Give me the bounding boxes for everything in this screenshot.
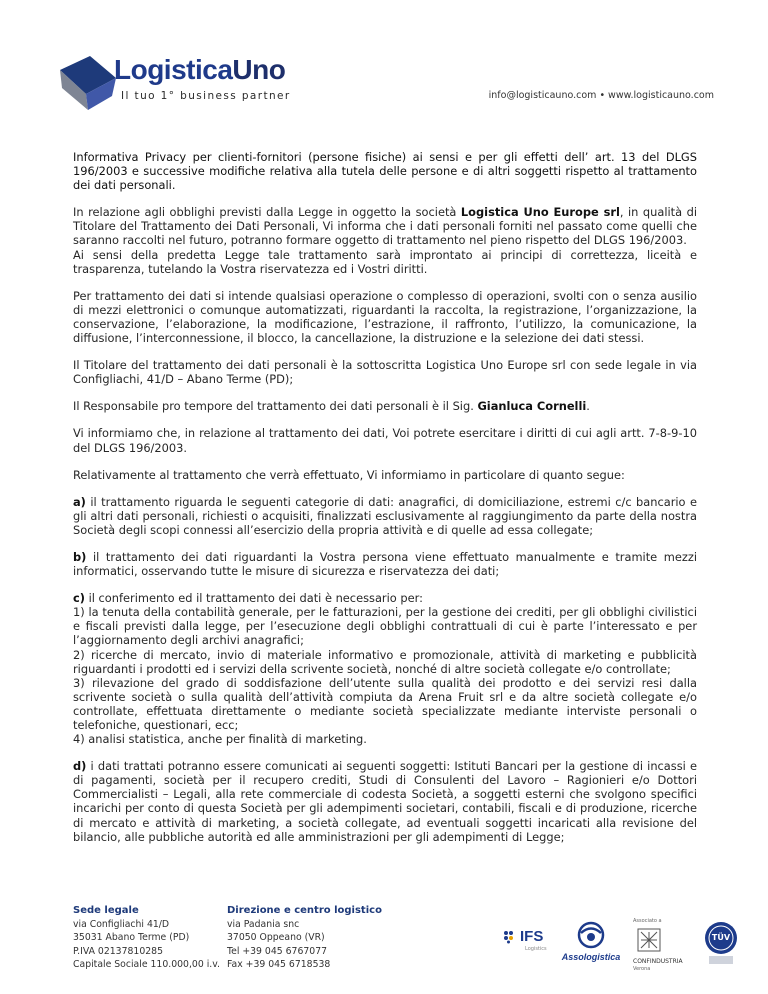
footer-heading: Direzione e centro logistico	[227, 905, 382, 916]
company-name: Logistica Uno Europe srl	[460, 205, 620, 220]
ifs-logo: IFS	[503, 928, 543, 945]
logo-wordmark: LogisticaUno	[114, 54, 286, 85]
document-body	[73, 150, 697, 857]
paragraph-intro: In relazione agli obblighi previsti dalla Legge in oggetto la società Logistica Uno Europe srl, in qualità di Titolare del Trattamento dei Dati Personali, Vi informa che i dati personali forniti nel passato come quelli che saranno raccolti nel futuro, potranno formare oggetto di trattamento nel pieno rispetto del DLGS 196/2003. Ai sensi della predetta Legge tale trattamento sarà improntato ai principi di correttezza, liceità e trasparenza, tutelando la Vostra riservatezza ed i Vostri diritti.	[73, 205, 698, 276]
paragraph-responsabile: Il Responsabile pro tempore del trattamento dei dati personali è il Sig. Gianluca Cornelli.	[73, 399, 590, 414]
footer-logos	[503, 918, 733, 978]
ifs-subtitle: Logistics	[525, 946, 547, 952]
footer-sede-legale: Sede legale via Configliachi 41/D 35031 Abano Terme (PD) P.IVA 02137810285 Capitale Sociale 110.000,00 i.v.	[73, 905, 220, 970]
page-footer	[73, 904, 731, 984]
item-label: b)	[73, 549, 87, 564]
tuv-certification-badge: TÜV	[703, 920, 739, 966]
item-label: a)	[73, 494, 86, 509]
paragraph-definition: Per trattamento dei dati si intende qualsiasi operazione o complesso di operazioni, svolti con o senza ausilio di mezzi elettronici o comunque automatizzati, riguardanti la raccolta, la registrazione, l’organizzazione, la conservazione, l’elaborazione, la modificazione, l’estrazione, il raffronto, l’utilizzo, la comunicazione, la diffusione, l’interconnessione, il blocco, la cancellazione, la distruzione e la selezione dei dati stessi.	[73, 288, 697, 346]
list-item-c: c) il conferimento ed il trattamento dei dati è necessario per: 1) la tenuta della contabilità generale, per le fatturazioni, per la gestione dei crediti, per gli obblighi civilistici e fiscali previsti dalla legge, per l’esecuzione degli obblighi contrattuali di cui è parte l’interessato e per l’aggiornamento degli archivi anagrafici; 2) ricerche di mercato, invio di materiale informativo e promozionale, attività di marketing e pubblicità riguardanti i prodotti ed i servizi della scrivente società, nonché di altre società collegate e/o controllate; 3) rilevazione del grado di soddisfazione dell’utente sulla qualità dei prodotto e dei servizi resi dalla scrivente società o sulla qualità dell’attività compiuta da Arena Fruit srl e da altre società collegate e/o controllate, effettuata direttamente o mediante società specializzate mediante interviste personali o telefoniche, questionari, ecc; 4) analisi statistica, anche per finalità di marketing.	[73, 591, 697, 747]
document-title: Informativa Privacy per clienti-fornitori (persone fisiche) ai sensi e per gli effetti dell’ art. 13 del DLGS 196/2003 e successive modifiche relativa alla tutela delle persone e di altri soggetti rispetto al trattamento dei dati personali.	[73, 150, 697, 193]
logo-cube-icon	[56, 48, 120, 112]
item-label: d)	[73, 759, 87, 774]
paragraph-titolare: Il Titolare del trattamento dei dati personali è la sottoscritta Logistica Uno Europe srl con sede legale in via Configliachi, 41/D – Abano Terme (PD);	[73, 358, 697, 387]
ifs-dots-icon	[503, 930, 517, 944]
list-item-b: b) il trattamento dei dati riguardanti la Vostra persona viene effettuato manualmente e tramite mezzi informatici, osservando tutte le misure di sicurezza e riservatezza dei dati;	[73, 549, 697, 579]
assologistica-logo: Assologistica	[561, 920, 621, 966]
footer-direzione: Direzione e centro logistico via Padania snc 37050 Oppeano (VR) Tel +39 045 6767077 Fax +39 045 6718538	[227, 905, 382, 970]
header-contact: info@logisticauno.com • www.logisticauno.com	[488, 90, 714, 101]
confindustria-mark-icon	[637, 928, 661, 952]
list-item-d: d) i dati trattati potranno essere comunicati ai seguenti soggetti: Istituti Bancari per la gestione di incassi e di pagamenti, società per il recupero crediti, Studi di Consulenti del Lavoro – Ragionieri e/o Dottori Commercialisti – Legali, alla rete commerciale di codesta Società, a soggetti esterni che svolgono specifici incarichi per conto di questa Società per gli adempimenti societari, contabili, fiscali e di produzione, ricerche di mercato e attività di marketing, a società collegate, ad eventuali soggetti incaricati alla revisione del bilancio, alle pubbliche autorità ed alle amministrazioni per gli adempimenti di Legge;	[73, 759, 697, 844]
globe-icon	[576, 920, 606, 950]
confindustria-logo: Associato a CONFINDUSTRIA Verona	[633, 918, 683, 972]
footer-heading: Sede legale	[73, 905, 139, 916]
list-item-a: a) il trattamento riguarda le seguenti categorie di dati: anagrafici, di domiciliazione, estremi c/c bancario e gli altri dati personali, richiesti o acquisiti, finalizzati esclusivamente al raggiungimento da parte della nostra Società degli scopi connessi all’esercizio della propria attività e di quelle ad essa collegate;	[73, 494, 697, 537]
logo-tagline: Il tuo 1° business partner	[121, 90, 291, 102]
company-logo	[56, 48, 291, 114]
item-label: c)	[73, 591, 85, 606]
tuv-badge-icon	[703, 920, 739, 966]
paragraph-intro-list: Relativamente al trattamento che verrà effettuato, Vi informiamo in particolare di quanto segue:	[73, 467, 625, 482]
paragraph-diritti: Vi informiamo che, in relazione al trattamento dei dati, Voi potrete esercitare i diritti di cui agli artt. 7-8-9-10 del DLGS 196/2003.	[73, 426, 697, 455]
responsabile-name: Gianluca Cornelli	[477, 399, 587, 414]
